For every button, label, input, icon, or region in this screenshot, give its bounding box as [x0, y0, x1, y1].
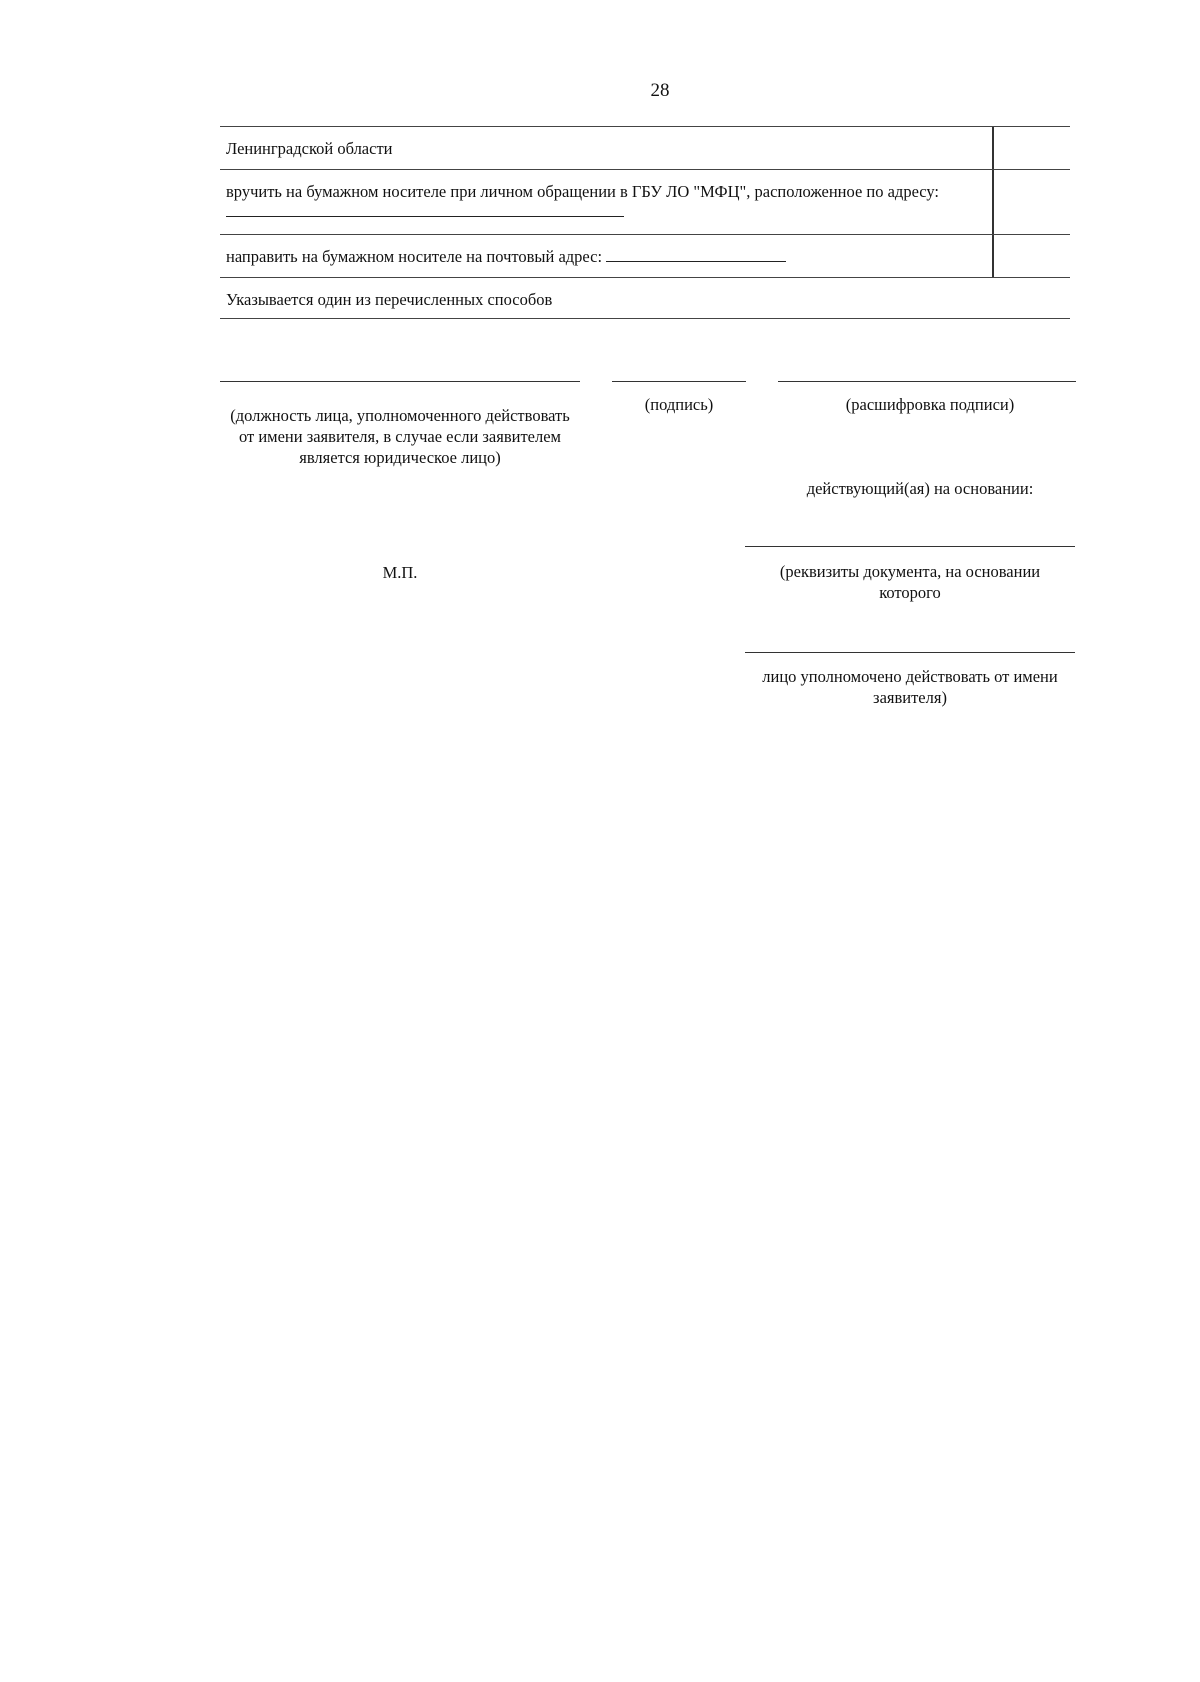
option-in-person	[220, 170, 991, 222]
signature-line[interactable]	[612, 381, 746, 382]
option-check-cell[interactable]	[992, 170, 1072, 234]
option-row-by-mail	[220, 234, 1070, 277]
option-check-cell[interactable]	[992, 235, 1072, 277]
page-number: 28	[650, 80, 670, 101]
document-details-caption: (реквизиты документа, на основании которого	[779, 562, 1041, 602]
option-row-region	[220, 126, 1070, 169]
signature-caption: (подпись)	[644, 395, 714, 414]
position-signature-line[interactable]	[220, 381, 580, 382]
option-row-in-person	[220, 169, 1070, 234]
region-tail-text: Ленинградской области	[226, 139, 393, 158]
option-by-mail-label: направить на бумажном носителе на почтовый адрес:	[226, 247, 603, 266]
options-note: Указывается один из перечисленных способов	[226, 290, 553, 309]
postal-address-blank-field[interactable]	[606, 247, 786, 262]
document-details-line[interactable]	[745, 546, 1075, 547]
signature-decoding-caption: (расшифровка подписи)	[845, 395, 1015, 414]
authority-caption: лицо уполномочено действовать от имени заявителя)	[762, 667, 1058, 707]
option-in-person-label: вручить на бумажном носителе при личном обращении в ГБУ ЛО "МФЦ", расположенное по адресу:	[226, 182, 940, 201]
authority-line[interactable]	[745, 652, 1075, 653]
option-by-mail	[220, 235, 991, 267]
option-row-note	[220, 277, 1070, 319]
delivery-options-table	[220, 126, 1070, 319]
signature-decoding-line[interactable]	[778, 381, 1076, 382]
stamp-place-label: М.П.	[382, 563, 418, 582]
acting-basis-label: действующий(ая) на основании:	[806, 479, 1034, 498]
address-blank-field[interactable]	[226, 202, 624, 217]
option-check-cell[interactable]	[992, 127, 1072, 169]
position-caption: (должность лица, уполномоченного действовать от имени заявителя, в случае если заявителем является юридическое лицо)	[230, 406, 570, 467]
